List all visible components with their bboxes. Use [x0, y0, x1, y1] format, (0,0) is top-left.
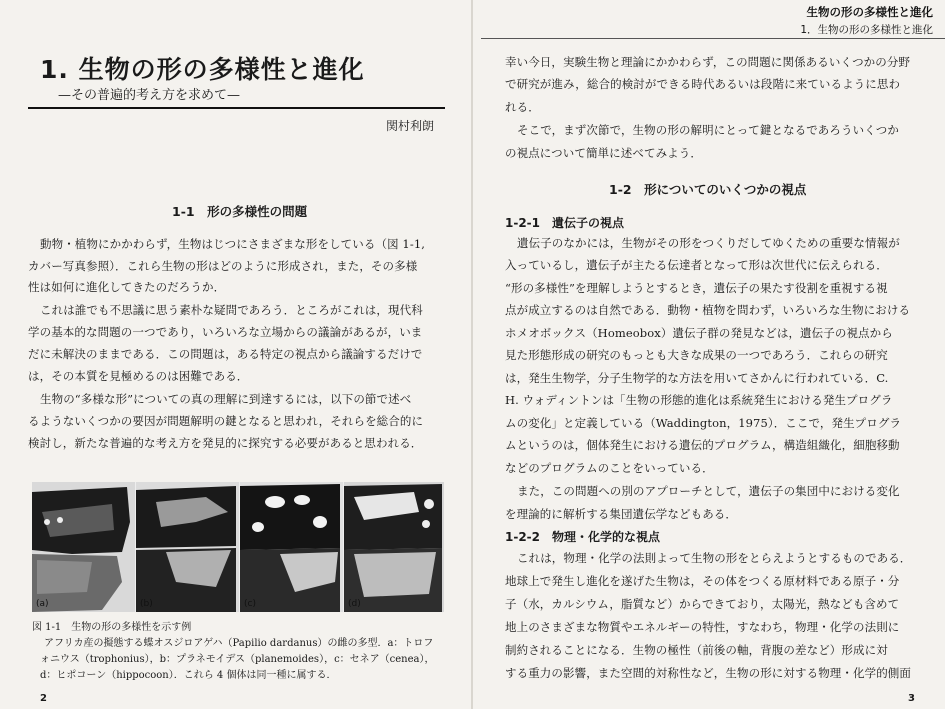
butterfly-panel-a — [32, 482, 135, 612]
body-line: 幸い今日，実験生物と理論にかかわらず，この問題に関係あるいくつかの分野 — [505, 55, 911, 69]
left-page — [0, 0, 472, 709]
body-line: で研究が進み，総合的検討ができる時代あるいは段階に来ているように思わ — [505, 77, 901, 91]
chapter-title: 1. 生物の形の多様性と進化 — [40, 55, 365, 84]
body-line: これは誰でも不思議に思う素朴な疑問であろう．ところがこれは，現代科 — [40, 303, 423, 317]
body-line: 遺伝子のなかには，生物がその形をつくりだしてゆくための重要な情報が — [517, 236, 900, 250]
body-line: 入っているし，遺伝子が主たる伝達者となって形は次世代に伝えられる． — [505, 258, 888, 272]
title-rule — [28, 107, 445, 109]
page-number-right: 3 — [908, 693, 915, 704]
body-line: する重力の影響，また空間的対称性など，生物の形に対する物理・化学的側面 — [505, 666, 911, 680]
running-head-book-title: 生物の形の多様性と進化 — [806, 5, 933, 19]
body-line: 地球上で発生し進化を遂げた生物は，その体をつくる原材料である原子・分 — [505, 574, 900, 588]
subsection-heading-1-2-2: 1-2-2 物理・化学的な視点 — [505, 530, 661, 544]
section-heading-1-1: 1-1 形の多様性の問題 — [172, 204, 308, 219]
subsection-heading-1-2-1: 1-2-1 遺伝子の視点 — [505, 216, 625, 230]
body-line: ホメオボックス（Homeobox）遺伝子群の発見などは，遺伝子の視点から — [505, 326, 893, 340]
running-head-chapter: 1．生物の形の多様性と進化 — [800, 24, 933, 36]
body-line: 動物・植物にかかわらず，生物はじつにさまざまな形をしている（図 1-1, — [40, 237, 426, 251]
body-line: だに未解決のままである．この問題は，ある特定の視点から議論するだけで — [28, 347, 423, 361]
figure-caption-line: アフリカ産の擬態する蝶オスジロアゲハ（Papilio dardanus）の雌の多型．a：トロフ — [44, 638, 434, 649]
body-line: また，この問題への別のアプローチとして，遺伝子の集団中における変化 — [517, 484, 900, 498]
section-heading-1-2: 1-2 形についてのいくつかの視点 — [609, 182, 807, 197]
body-line: は，発生生物学，分子生物学的な方法を用いてさかんに行われている．C. — [505, 371, 889, 385]
body-line: 子（水，カルシウム，脂質など）からできており，太陽光，熱なども含めて — [505, 597, 900, 611]
body-line: カバー写真参照）．これら生物の形はどのように形成され，また，その多様 — [28, 259, 418, 273]
figure-caption-line: d：ヒポコーン（hippocoon）．これら 4 個体は同一種に属する． — [40, 670, 337, 681]
body-line: 見た形態形成の研究のもっとも大きな成果の一つであろう．これらの研究 — [505, 348, 888, 362]
figure-caption-title: 図 1-1 生物の形の多様性を示す例 — [32, 622, 192, 633]
body-line: 地上のさまざまな物質やエネルギーの特性，すなわち，物理・化学の法則に — [505, 620, 900, 634]
panel-label-b: (b) — [140, 599, 153, 609]
body-line: そこで，まず次節で，生物の形の解明にとって鍵となるであろういくつか — [517, 123, 899, 137]
panel-label-c: (c) — [244, 599, 256, 609]
panel-label-a: (a) — [36, 599, 49, 609]
running-head-rule — [481, 38, 945, 39]
chapter-subtitle: —その普遍的考え方を求めて— — [58, 88, 241, 103]
body-line: 制約されることになる．生物の極性（前後の軸，背腹の差など）形成に対 — [505, 643, 888, 657]
butterfly-panel-d — [344, 482, 444, 612]
body-line: ムの変化」と定義している（Waddington，1975）．ここで，発生プログラ — [505, 416, 902, 430]
body-line: H. ウォディントンは「生物の形態的進化は系統発生における発生プログラ — [505, 393, 893, 407]
body-line: 学の基本的な問題の一つであり，いろいろな立場からの議論があるが，いま — [28, 325, 423, 339]
figure-caption-line: ォニウス（trophonius），b：プラネモイデス（planemoides），c：セネア（cenea）， — [40, 654, 435, 665]
butterfly-panel-c — [240, 482, 343, 612]
butterfly-panel-b — [136, 482, 239, 612]
butterfly-figure — [32, 482, 444, 612]
body-line: 点が成立するのは自然である．動物・植物を問わず，いろいろな生物における — [505, 303, 911, 317]
body-line: これは，物理・化学の法則よって生物の形をとらえようとするものである． — [517, 551, 912, 565]
body-line: “形の多様性”を理解しようとするとき，遺伝子の果たす役割を重視する視 — [505, 281, 888, 295]
body-line: 性は如何に進化してきたのだろうか． — [28, 280, 226, 294]
body-line: の視点について簡単に述べてみよう． — [505, 146, 702, 160]
body-line: るようないくつかの要因が問題解明の鍵となると思われ，それらを総合的に — [28, 414, 424, 428]
body-line: などのプログラムのことをいっている． — [505, 461, 714, 475]
body-line: 生物の“多様な形”についての真の理解に到達するには，以下の節で述べ — [40, 392, 412, 406]
panel-label-d: (d) — [348, 599, 361, 609]
page-number-left: 2 — [40, 693, 47, 704]
author-name: 関村利朗 — [385, 119, 434, 133]
body-line: れる． — [505, 100, 540, 114]
body-line: は，その本質を見極めるのは困難である． — [28, 369, 249, 383]
body-line: を理論的に解析する集団遺伝学などもある． — [505, 507, 737, 521]
body-line: 検討し，新たな普遍的な考え方を発見的に探究する必要があると思われる． — [28, 436, 423, 450]
body-line: ムというのは，個体発生における遺伝的プログラム，構造組織化，細胞移動 — [505, 438, 900, 452]
right-page — [473, 0, 945, 709]
